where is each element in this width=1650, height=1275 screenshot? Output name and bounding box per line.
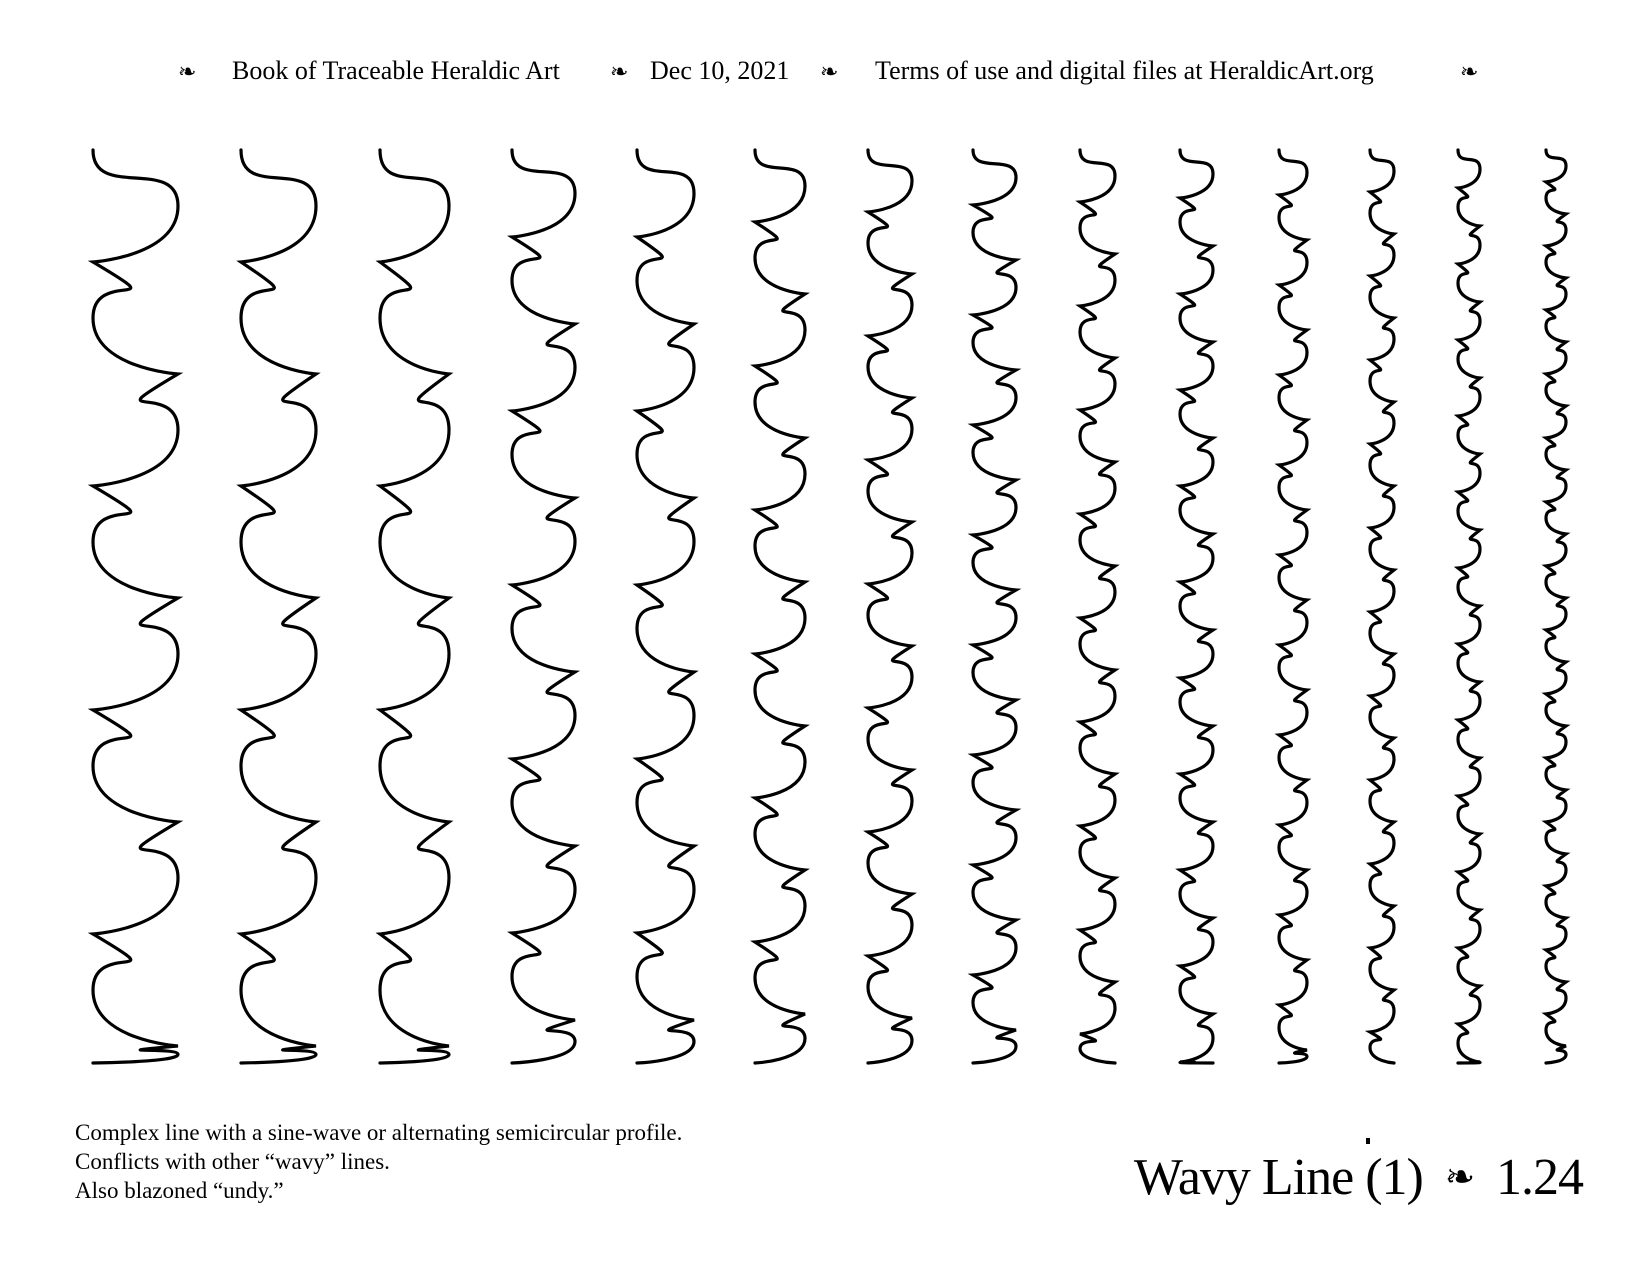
wavy-line-12: [1370, 150, 1394, 1063]
fleuron-ornament: ❧: [1444, 1157, 1474, 1198]
fleuron-ornament: ❧: [1460, 60, 1479, 85]
description-line: Complex line with a sine-wave or alternating semicircular profile.: [75, 1120, 683, 1145]
fleuron-ornament: ❧: [178, 60, 197, 85]
wavy-line-13: [1458, 150, 1480, 1063]
wavy-line-11: [1279, 150, 1307, 1063]
terms-of-use: Terms of use and digital files at HeraldicArt.org: [875, 56, 1374, 85]
wavy-line-7: [868, 150, 912, 1063]
description: [75, 1118, 682, 1205]
fleuron-ornament: ❧: [610, 60, 629, 85]
wavy-line-9: [1080, 150, 1115, 1063]
description-line: Conflicts with other “wavy” lines.: [75, 1149, 390, 1174]
wavy-line-8: [973, 150, 1016, 1063]
wavy-line-6: [755, 150, 805, 1063]
description-line: Also blazoned “undy.”: [75, 1178, 284, 1203]
wavy-line-2: [241, 150, 316, 1063]
wavy-line-5: [637, 150, 694, 1063]
plate-title: [1134, 1148, 1583, 1207]
wavy-line-3: [380, 150, 449, 1063]
fleuron-ornament: ❧: [820, 60, 839, 85]
plate-name: Wavy Line (1): [1133, 1149, 1423, 1206]
wavy-line-10: [1180, 150, 1213, 1063]
wavy-line-4: [512, 150, 575, 1063]
wavy-line-14: [1546, 150, 1566, 1063]
plate-number: 1.24: [1496, 1149, 1583, 1206]
publication-date: Dec 10, 2021: [650, 56, 790, 85]
wavy-line-1: [93, 150, 178, 1063]
registration-mark: [1366, 1138, 1370, 1144]
book-title: Book of Traceable Heraldic Art: [232, 56, 560, 85]
